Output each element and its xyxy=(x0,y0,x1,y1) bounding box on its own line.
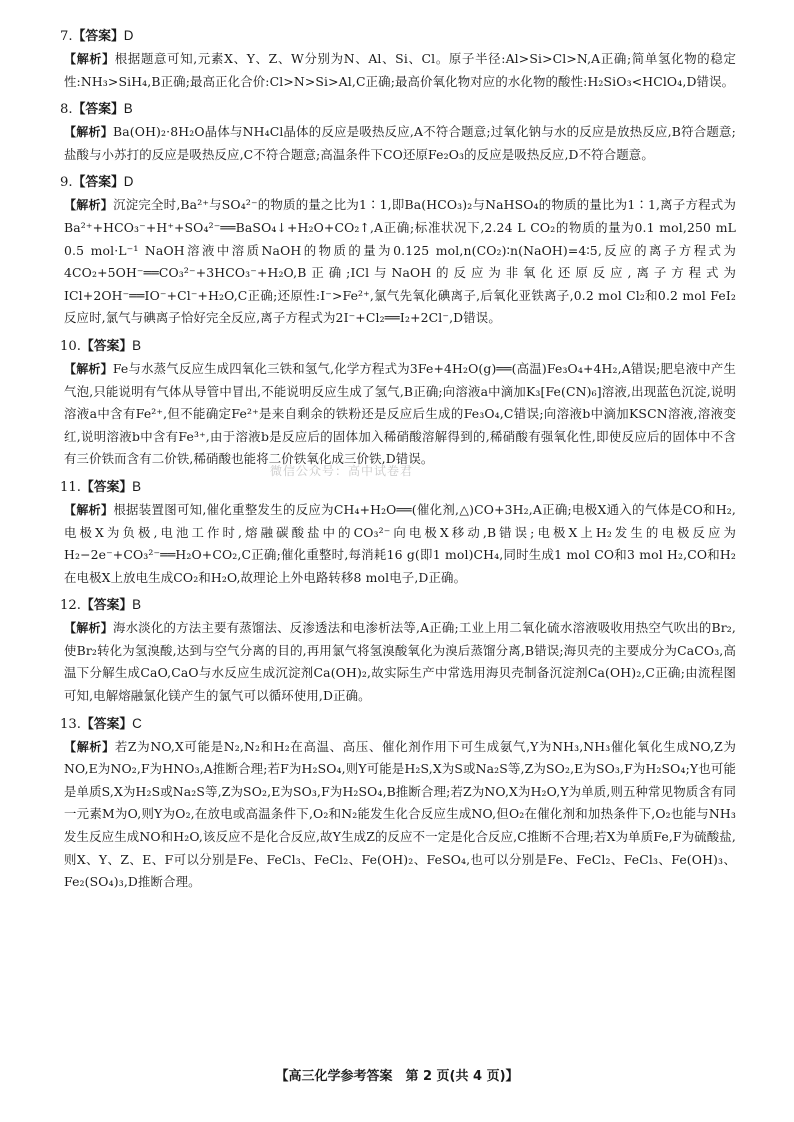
explanation xyxy=(64,48,736,93)
explanation-tag: 【解析】 xyxy=(64,125,113,140)
question-7 xyxy=(60,24,736,93)
explanation-tag: 【解析】 xyxy=(64,52,115,66)
answer-value: B xyxy=(123,101,133,117)
question-number: 13. xyxy=(60,716,81,732)
answer-tag: 【答案】 xyxy=(80,598,133,614)
explanation-tag: 【解析】 xyxy=(64,739,115,754)
question-number: 9. xyxy=(60,175,73,191)
answer-line xyxy=(60,334,736,358)
explanation xyxy=(64,499,736,589)
watermark-text: 微信公众号：高中试卷君 xyxy=(270,464,414,478)
question-number: 10. xyxy=(60,338,81,354)
answer-line xyxy=(60,24,736,48)
explanation-text: 若Z为NO,X可能是N₂,N₂和H₂在高温、高压、催化剂作用下可生成氨气,Y为NH₃,NH₃催化氧化生成NO,Z为NO,E为NO₂,F为HNO₃,A推断合理;若F为H₂SO₄,则Y可能是H₂S,X为S或Na₂S等,Z为SO₂,E为SO₃,F为H₂SO₄;Y也可能是单质S,X为H₂S或Na₂S等,Z为SO₂,E为SO₃,F为H₂SO₄,B推断合理;若Z为NO,X为H₂O,Y为单质,则五种常见物质含有同一元素M为O,则Y为O₂,在放电或高温条件下,O₂和N₂能发生化合反应生成NO,但O₂在催化剂和加热条件下,O₂也能与NH₃发生反应生成NO和H₂O,该反应不是化合反应,故Y生成Z的反应不一定是化合反应,C推断不合理;若X为单质Fe,F为硫酸盐,则X、Y、Z、E、F可以分别是Fe、FeCl₃、FeCl₂、Fe(OH)₂、FeSO₄,也可以分别是Fe、FeCl₂、FeCl₃、Fe(OH)₃、Fe₂(SO₄)₃,D推断合理。 xyxy=(64,738,736,890)
answer-tag: 【答案】 xyxy=(80,716,133,732)
answer-line xyxy=(60,170,736,194)
explanation xyxy=(64,617,736,707)
explanation-text: 根据装置图可知,催化重整发生的反应为CH₄+H₂O══(催化剂,△)CO+3H₂,A正确;电极X通入的气体是CO和H₂,电极X为负极,电池工作时,熔融碳酸盐中的CO₃²⁻向电极X移动,B错误;电极X上H₂发生的电极反应为H₂−2e⁻+CO₃²⁻══H₂O+CO₂,C正确;催化重整时,每消耗16 g(即1 mol)CH₄,同时生成1 mol CO和3 mol H₂,CO和H₂在电极X上放电生成CO₂和H₂O,故理论上外电路转移8 mol电子,D正确。 xyxy=(64,501,736,585)
explanation-tag: 【解析】 xyxy=(64,361,113,376)
explanation xyxy=(64,736,736,894)
explanation xyxy=(64,194,736,330)
question-11 xyxy=(60,475,736,589)
explanation-tag: 【解析】 xyxy=(64,621,113,636)
answer-value: B xyxy=(132,597,142,613)
question-number: 8. xyxy=(60,102,73,118)
answer-value: B xyxy=(132,478,142,494)
answer-value: C xyxy=(132,715,142,731)
page-footer: 【高三化学参考答案 第 2 页(共 4 页)】 xyxy=(275,1069,519,1084)
answer-tag: 【答案】 xyxy=(72,102,124,118)
answer-tag: 【答案】 xyxy=(72,175,124,191)
explanation-text: 沉淀完全时,Ba²⁺与SO₄²⁻的物质的量之比为1∶1,即Ba(HCO₃)₂与NaHSO₄的物质的量比为1∶1,离子方程式为Ba²⁺+HCO₃⁻+H⁺+SO₄²⁻══BaSO₄↓+H₂O+CO₂↑,A正确;标准状况下,2.24 L CO₂的物质的量为0.1 mol,250 mL 0.5 mol·L⁻¹ NaOH溶液中溶质NaOH的物质的量为0.125 mol,n(CO₂)∶n(NaOH)=4∶5,反应的离子方程式为4CO₂+5OH⁻══CO₃²⁻+3HCO₃⁻+H₂O,B正确;ICl与NaOH的反应为非氧化还原反应,离子方程式为ICl+2OH⁻══IO⁻+Cl⁻+H₂O,C正确;还原性:I⁻>Fe²⁺,氯气先氧化碘离子,后氧化亚铁离子,0.2 mol Cl₂和0.2 mol FeI₂反应时,氯气与碘离子恰好完全反应,离子方程式为2I⁻+Cl₂══I₂+2Cl⁻,D错误。 xyxy=(64,197,736,326)
explanation-text: Fe与水蒸气反应生成四氧化三铁和氢气,化学方程式为3Fe+4H₂O(g)══(高温)Fe₃O₄+4H₂,A错误;肥皂液中产生气泡,只能说明有气体从导管中冒出,不能说明反应生成了氢气,B正确;向溶液a中滴加K₃[Fe(CN)₆]溶液,出现蓝色沉淀,说明溶液a中含有Fe²⁺,但不能确定Fe²⁺是来自剩余的铁粉还是反应后生成的Fe₃O₄,C错误;向溶液b中滴加KSCN溶液,溶液变红,说明溶液b中含有Fe³⁺,由于溶液b是反应后的固体加入稀硝酸溶解得到的,稀硝酸有强氧化性,即使反应后的固体中不含有三价铁而含有二价铁,稀硝酸也能将二价铁氧化成三价铁,D错误。 xyxy=(64,360,737,467)
question-number: 12. xyxy=(60,598,81,614)
explanation-text: 海水淡化的方法主要有蒸馏法、反渗透法和电渗析法等,A正确;工业上用二氧化硫水溶液吸收用热空气吹出的Br₂,使Br₂转化为氢溴酸,达到与空气分离的目的,再用氯气将氢溴酸氧化为溴后蒸馏分离,B错误;海贝壳的主要成分为CaCO₃,高温下分解生成CaO,CaO与水反应生成沉淀剂Ca(OH)₂,故实际生产中常选用海贝壳制备沉淀剂Ca(OH)₂,C正确;由流程图可知,电解熔融氯化镁产生的氯气可以循环使用,D正确。 xyxy=(64,620,736,704)
answer-tag: 【答案】 xyxy=(80,479,133,495)
answer-line xyxy=(60,97,736,121)
answer-key-content xyxy=(60,24,737,898)
answer-line xyxy=(60,712,736,736)
answer-tag: 【答案】 xyxy=(72,29,124,44)
explanation-tag: 【解析】 xyxy=(64,502,114,517)
answer-line xyxy=(60,593,736,617)
explanation xyxy=(64,358,736,471)
explanation xyxy=(64,121,736,166)
question-13 xyxy=(60,712,736,894)
question-8 xyxy=(60,97,736,166)
answer-value: D xyxy=(123,174,134,190)
question-12 xyxy=(60,593,736,707)
answer-value: B xyxy=(132,337,142,353)
answer-tag: 【答案】 xyxy=(80,338,133,354)
answer-value: D xyxy=(123,28,134,43)
question-9 xyxy=(60,170,736,330)
question-number: 7. xyxy=(60,29,73,44)
explanation-text: Ba(OH)₂·8H₂O晶体与NH₄Cl晶体的反应是吸热反应,A不符合题意;过氧化钠与水的反应是放热反应,B符合题意;盐酸与小苏打的反应是吸热反应,C不符合题意;高温条件下CO还原Fe₂O₃的反应是吸热反应,D不符合题意。 xyxy=(64,124,736,162)
explanation-tag: 【解析】 xyxy=(64,198,114,213)
answer-line xyxy=(60,475,736,499)
question-number: 11. xyxy=(60,479,81,495)
explanation-text: 根据题意可知,元素X、Y、Z、W分别为N、Al、Si、Cl。原子半径:Al>Si>Cl>N,A正确;简单氢化物的稳定性:NH₃>SiH₄,B正确;最高正化合价:Cl>N>Si>Al,C正确;最高价氧化物对应的水化物的酸性:H₂SiO₃<HClO₄,D错误。 xyxy=(64,51,736,89)
question-10 xyxy=(60,334,737,471)
